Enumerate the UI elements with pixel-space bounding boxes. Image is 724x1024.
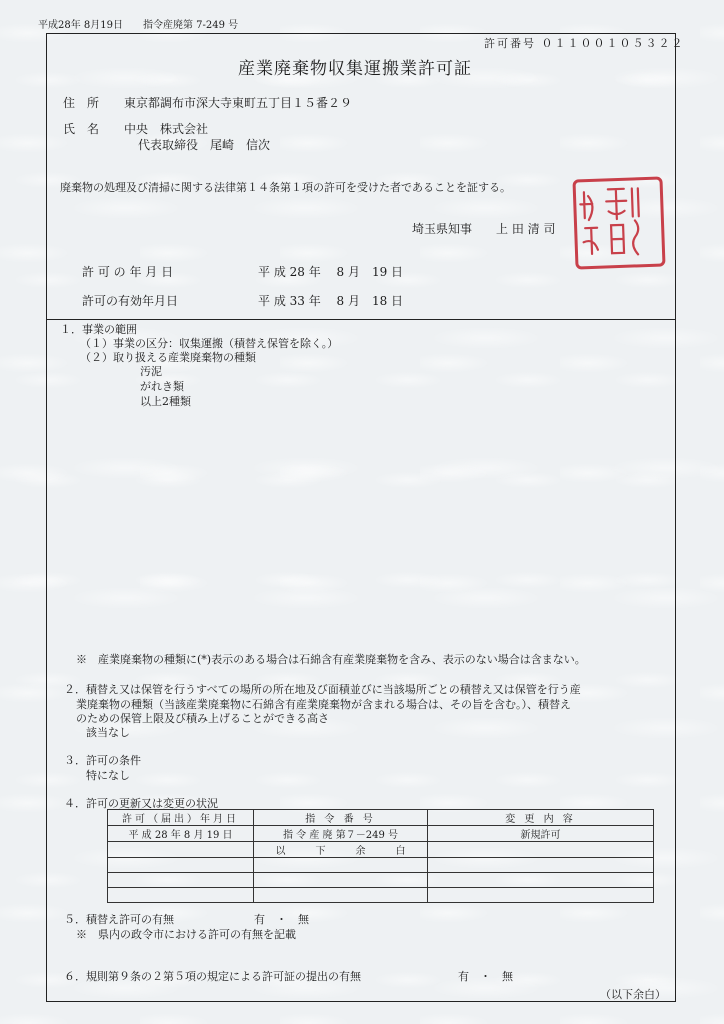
section3-heading: ３．許可の条件 (64, 754, 141, 767)
table-row (108, 873, 654, 888)
table-header-row (108, 810, 654, 826)
issue-info: 平成28年 8月19日 指令産廃第 7-249 号 (38, 20, 239, 31)
section4-heading: ４．許可の更新又は変更の状況 (64, 797, 218, 810)
address-label: 住 所 (63, 96, 100, 110)
table-row (108, 888, 654, 903)
history-order-number: 以 下 余 白 (254, 842, 428, 858)
column-header-order-number: 指 令 番 号 (254, 810, 428, 826)
table-row (108, 858, 654, 873)
history-date (108, 873, 254, 888)
document-title: 産業廃棄物収集運搬業許可証 (238, 59, 472, 79)
seal-graphic (576, 180, 663, 267)
section2-line3: のための保管上限及び積み上げることができる高さ (76, 712, 329, 725)
certificate-submission-options: 有 ・ 無 (458, 970, 513, 983)
waste-type-count: 以上2種類 (140, 395, 191, 408)
holder-address: 東京都調布市深大寺東町五丁目１５番２９ (124, 96, 353, 110)
issuer-name: 埼玉県知事 上 田 清 司 (412, 222, 556, 236)
permit-number: 許可番号 ０１１００１０５３２２ (484, 37, 685, 50)
history-date (108, 842, 254, 858)
holder-name: 中央 株式会社 (124, 122, 209, 136)
permit-date-label: 許 可 の 年 月 日 (82, 265, 174, 279)
official-seal (572, 176, 665, 269)
history-date (108, 858, 254, 873)
section1-heading: １．事業の範囲 (60, 323, 137, 336)
section5-heading: ５．積替え許可の有無 (64, 913, 174, 926)
renewal-history-table (107, 809, 654, 903)
table-row (108, 842, 654, 858)
name-label: 氏 名 (63, 122, 100, 136)
asbestos-note: ※ 産業廃棄物の種類に(*)表示のある場合は石綿含有産業廃棄物を含み、表示のない場合は含まない。 (76, 653, 586, 666)
section5-note: ※ 県内の政令市における許可の有無を記載 (76, 928, 296, 941)
business-category: （１）事業の区分：収集運搬（積替え保管を除く。） (80, 337, 339, 350)
history-order-number (254, 888, 428, 903)
column-header-change: 変 更 内 容 (428, 810, 654, 826)
section2-line2: 業廃棄物の種類（当該産業廃棄物に石綿含有産業廃棄物が含まれる場合は、その旨を含む。）、積替え (76, 698, 571, 711)
table-row (108, 826, 654, 842)
history-change: 新規許可 (428, 826, 654, 842)
footer-note: （以下余白） (600, 988, 666, 1001)
storage-value: 該当なし (86, 726, 130, 739)
conditions-value: 特になし (86, 769, 130, 782)
valid-until-date: 平 成 33 年 8 月 18 日 (258, 294, 404, 308)
history-date: 平 成 28 年 8 月 19 日 (108, 826, 254, 842)
history-order-number (254, 858, 428, 873)
waste-type-item: 汚泥 (140, 365, 162, 378)
transfer-permit-options: 有 ・ 無 (254, 913, 309, 926)
history-date (108, 888, 254, 903)
section6-heading: ６．規則第９条の２第５項の規定による許可証の提出の有無 (64, 970, 361, 983)
column-header-date: 許可（届出）年月日 (108, 810, 254, 826)
certification-statement: 廃棄物の処理及び清掃に関する法律第１４条第１項の許可を受けた者であることを証する。 (60, 181, 511, 194)
permit-date: 平 成 28 年 8 月 19 日 (258, 265, 404, 279)
history-change (428, 842, 654, 858)
history-order-number (254, 873, 428, 888)
holder-representative: 代表取締役 尾崎 信次 (138, 138, 271, 152)
valid-until-label: 許可の有効年月日 (82, 294, 179, 308)
waste-type-item: がれき類 (140, 380, 184, 393)
history-change (428, 888, 654, 903)
history-change (428, 873, 654, 888)
waste-types-heading: （２）取り扱える産業廃棄物の種類 (80, 351, 256, 364)
history-order-number: 指 令 産 廃 第７－249 号 (254, 826, 428, 842)
section2-line1: ２．積替え又は保管を行うすべての場所の所在地及び面積並びに当該場所ごとの積替え又は保管を行う産 (64, 683, 581, 696)
history-change (428, 858, 654, 873)
